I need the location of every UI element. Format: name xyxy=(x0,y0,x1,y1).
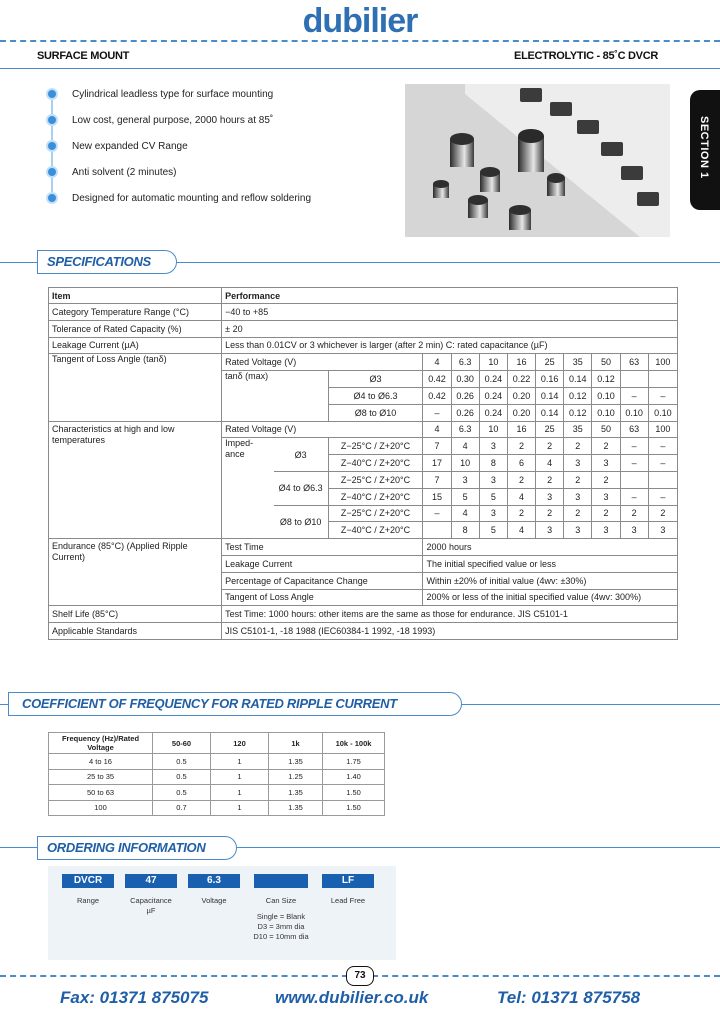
section-tab-label: SECTION 1 xyxy=(698,116,710,179)
code-voltage: 6.3 xyxy=(188,874,240,888)
bullet-dot-icon xyxy=(48,168,56,176)
spec-row: Z−40°C / Z+20°C 17 10 8 6 4 3 3 – – xyxy=(49,455,678,472)
spec-row: Tangent of Loss Angle (tanδ) Rated Voltage (V) 4 6.3 10 16 25 35 50 63 100 xyxy=(49,354,678,371)
feature-item: Anti solvent (2 minutes) xyxy=(48,164,177,180)
spec-row: Applicable Standards JIS C5101-1, -18 1988 (IEC60384-1 1992, -18 1993) xyxy=(49,623,678,640)
spec-row: Ø4 to Ø6.3 0.42 0.26 0.24 0.20 0.14 0.12 0.10 – – xyxy=(49,387,678,404)
spec-row: Characteristics at high and low temperatures Rated Voltage (V) 4 6.3 10 16 25 35 50 63 100 xyxy=(49,421,678,438)
code-case-size xyxy=(254,874,308,888)
feature-item: Low cost, general purpose, 2000 hours at 85˚ xyxy=(48,112,273,128)
spec-row: Category Temperature Range (°C) −40 to +85 xyxy=(49,304,678,321)
label-capacitance: Capacitance µF xyxy=(130,896,172,915)
bullet-dot-icon xyxy=(48,116,56,124)
spec-row: Ø4 to Ø6.3 Z−25°C / Z+20°C 7 3 3 2 2 2 2 xyxy=(49,471,678,488)
label-range: Range xyxy=(76,896,100,905)
bullet-dot-icon xyxy=(48,90,56,98)
spec-row: Endurance (85°C) (Applied Ripple Current) Test Time 2000 hours xyxy=(49,539,678,556)
spec-row: Z−40°C / Z+20°C 15 5 5 4 3 3 3 – – xyxy=(49,488,678,505)
product-photo xyxy=(405,84,670,237)
header-dashed-rule xyxy=(0,40,720,42)
ordering-heading: ORDERING INFORMATION xyxy=(47,840,206,855)
feature-item: New expanded CV Range xyxy=(48,138,188,154)
code-lead-free: LF xyxy=(322,874,374,888)
header-product: ELECTROLYTIC - 85˚C DVCR xyxy=(514,50,658,62)
spec-row: Leakage Current (µA) Less than 0.01CV or 3 whichever is larger (after 2 min) C: rated capacitance (µF) xyxy=(49,337,678,354)
spec-row: Ø8 to Ø10 – 0.26 0.24 0.20 0.14 0.12 0.10 0.10 0.10 xyxy=(49,404,678,421)
footer-telephone: Tel: 01371 875758 xyxy=(497,988,641,1007)
spec-row: Ø8 to Ø10 Z−25°C / Z+20°C – 4 3 2 2 2 2 2 2 xyxy=(49,505,678,522)
table-row: 4 to 16 0.5 1 1.35 1.75 xyxy=(49,754,385,770)
code-range: DVCR xyxy=(62,874,114,888)
frequency-table xyxy=(48,732,385,816)
spec-row: Z−40°C / Z+20°C 8 5 4 3 3 3 3 3 xyxy=(49,522,678,539)
freq-heading: COEFFICIENT OF FREQUENCY FOR RATED RIPPLE CURRENT xyxy=(22,696,397,711)
table-row: 50 to 63 0.5 1 1.35 1.50 xyxy=(49,785,385,801)
section-tab xyxy=(690,90,720,210)
header-category: SURFACE MOUNT xyxy=(37,50,130,62)
spec-row: tanδ (max) Ø3 0.42 0.30 0.24 0.22 0.16 0.14 0.12 xyxy=(49,371,678,388)
spec-row: Leakage Current The initial specified value or less xyxy=(49,555,678,572)
table-row: 25 to 35 0.5 1 1.25 1.40 xyxy=(49,769,385,785)
table-row: 100 0.7 1 1.35 1.50 xyxy=(49,800,385,816)
brand-logo: dubilier xyxy=(302,2,418,40)
spec-row: Percentage of Capacitance Change Within ±20% of initial value (4wv: ±30%) xyxy=(49,572,678,589)
footer-fax: Fax: 01371 875075 xyxy=(60,988,209,1007)
spec-row: Imped- ance Ø3 Z−25°C / Z+20°C 7 4 3 2 2 2 2 – – xyxy=(49,438,678,455)
label-voltage: Voltage xyxy=(201,896,227,905)
spec-row: Tolerance of Rated Capacity (%) ± 20 xyxy=(49,320,678,337)
page-number: 73 xyxy=(346,966,374,986)
bullet-dot-icon xyxy=(48,142,56,150)
code-capacitance: 47 xyxy=(125,874,177,888)
spec-table xyxy=(48,287,678,640)
feature-item: Designed for automatic mounting and reflow soldering xyxy=(48,190,311,206)
footer-website[interactable]: www.dubilier.co.uk xyxy=(275,988,429,1007)
header-rule xyxy=(0,68,720,69)
spec-heading: SPECIFICATIONS xyxy=(47,254,151,269)
label-case-size: Can Size Single = Blank D3 = 3mm dia D10 = 10mm dia xyxy=(253,896,309,941)
label-lead-free: Lead Free xyxy=(330,896,366,905)
spec-row: Shelf Life (85°C) Test Time: 1000 hours: other items are the same as those for endurance. JIS C5101-1 xyxy=(49,606,678,623)
feature-item: Cylindrical leadless type for surface mounting xyxy=(48,86,273,102)
spec-row: Tangent of Loss Angle 200% or less of the initial specified value (4wv: 300%) xyxy=(49,589,678,606)
spec-header-row xyxy=(49,288,678,304)
bullet-dot-icon xyxy=(48,194,56,202)
col-performance-header: Performance xyxy=(222,288,678,304)
freq-header-row: Frequency (Hz)/Rated Voltage 50-60 120 1k 10k - 100k xyxy=(49,733,385,754)
col-item-header: Item xyxy=(49,288,222,304)
